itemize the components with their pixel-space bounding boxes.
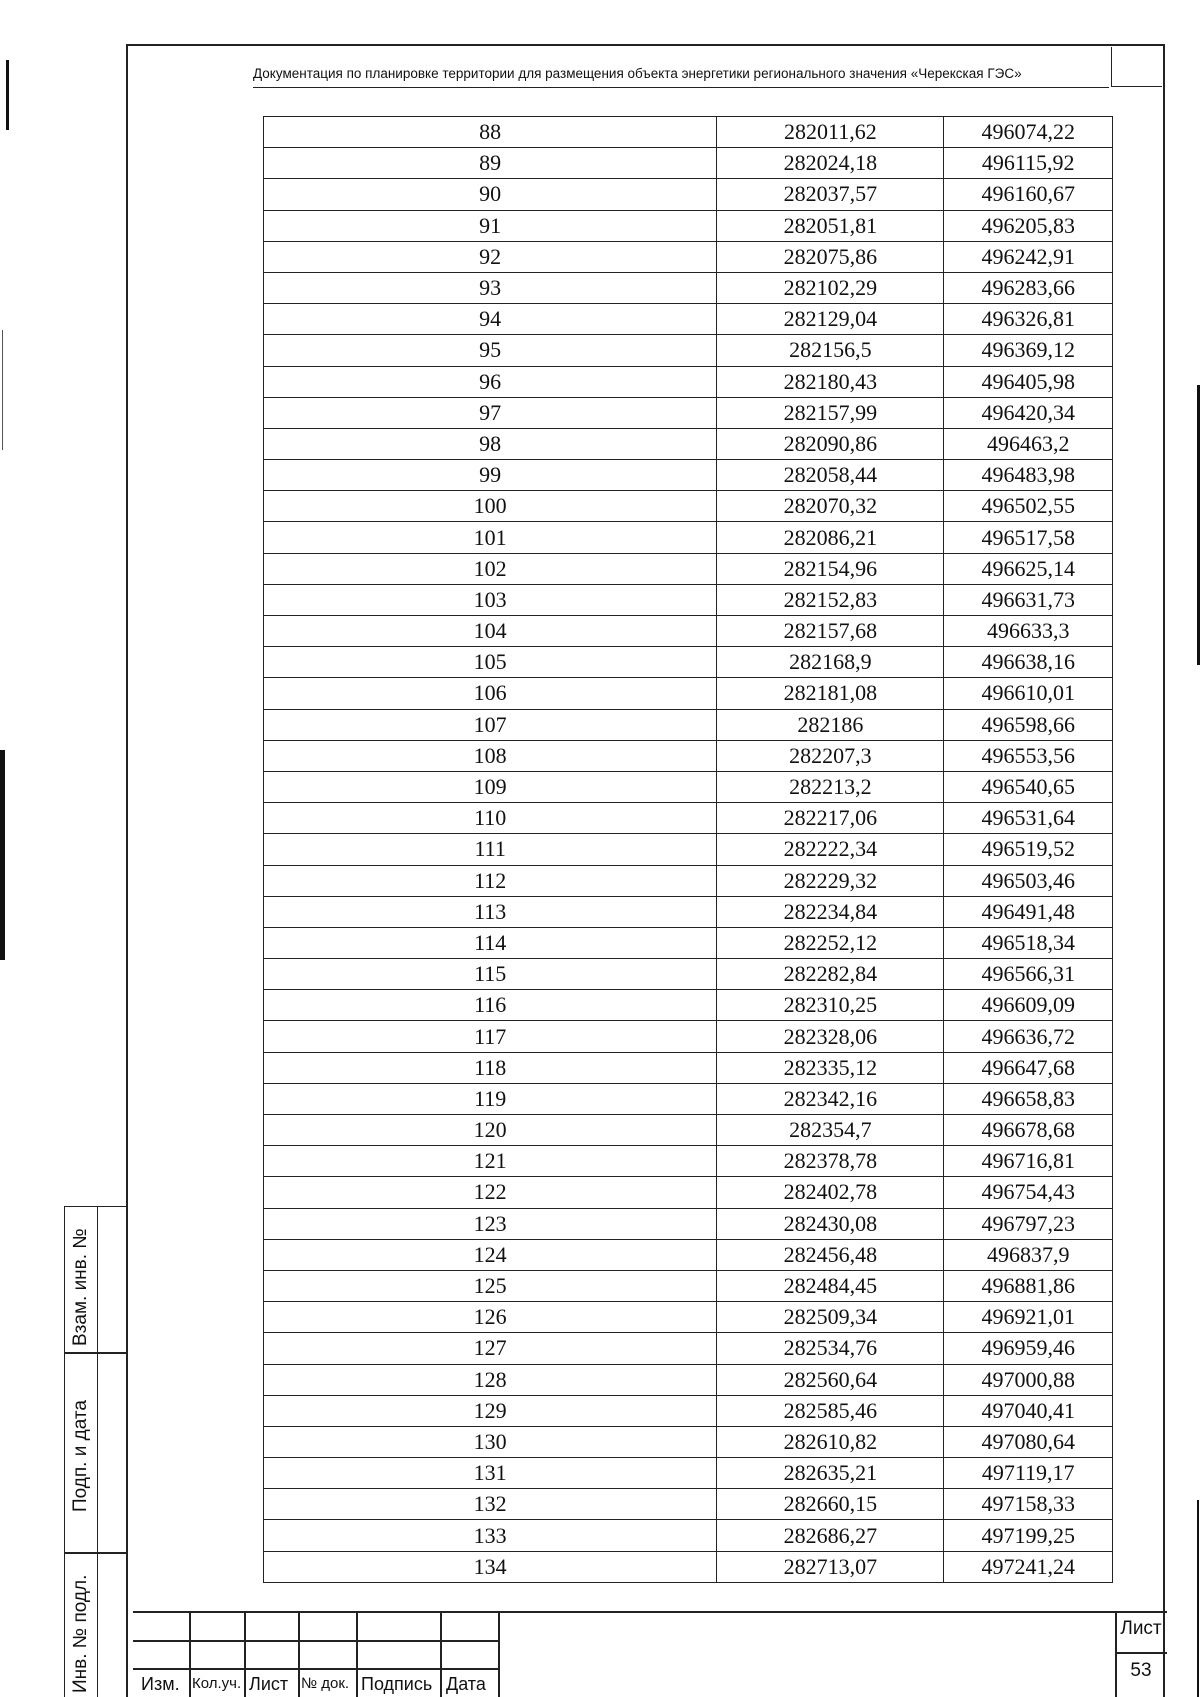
coordinates-table-body (264, 117, 1113, 1583)
x-coordinate-cell: 282560,64 (717, 1364, 944, 1395)
stamp-no-dok: № док. (301, 1675, 350, 1692)
x-coordinate-cell: 282686,27 (717, 1520, 944, 1551)
table-row (264, 1208, 1113, 1239)
y-coordinate-cell: 496716,81 (944, 1146, 1113, 1177)
y-coordinate-cell: 496074,22 (944, 117, 1113, 148)
table-row (264, 460, 1113, 491)
table-row (264, 1146, 1113, 1177)
table-row (264, 179, 1113, 210)
table-row (264, 584, 1113, 615)
table-row (264, 210, 1113, 241)
x-coordinate-cell: 282635,21 (717, 1458, 944, 1489)
y-coordinate-cell: 496638,16 (944, 647, 1113, 678)
y-coordinate-cell: 496837,9 (944, 1239, 1113, 1270)
point-number-cell: 105 (264, 647, 717, 678)
x-coordinate-cell: 282354,7 (717, 1115, 944, 1146)
y-coordinate-cell: 496242,91 (944, 241, 1113, 272)
table-row (264, 709, 1113, 740)
y-coordinate-cell: 496519,52 (944, 834, 1113, 865)
table-row (264, 366, 1113, 397)
point-number-cell: 122 (264, 1177, 717, 1208)
stamp-izm: Изм. (141, 1674, 180, 1694)
point-number-cell: 127 (264, 1333, 717, 1364)
y-coordinate-cell: 497080,64 (944, 1426, 1113, 1457)
point-number-cell: 89 (264, 148, 717, 179)
table-row (264, 1551, 1113, 1582)
table-row (264, 678, 1113, 709)
table-row (264, 1052, 1113, 1083)
table-row (264, 740, 1113, 771)
x-coordinate-cell: 282090,86 (717, 428, 944, 459)
table-row (264, 896, 1113, 927)
table-row (264, 1115, 1113, 1146)
y-coordinate-cell: 496518,34 (944, 927, 1113, 958)
x-coordinate-cell: 282222,34 (717, 834, 944, 865)
point-number-cell: 92 (264, 241, 717, 272)
y-coordinate-cell: 497040,41 (944, 1395, 1113, 1426)
x-coordinate-cell: 282051,81 (717, 210, 944, 241)
point-number-cell: 97 (264, 397, 717, 428)
point-number-cell: 101 (264, 522, 717, 553)
y-coordinate-cell: 496369,12 (944, 335, 1113, 366)
table-row (264, 927, 1113, 958)
podp-data-label: Подп. и дата (70, 1400, 91, 1512)
y-coordinate-cell: 496636,72 (944, 1021, 1113, 1052)
y-coordinate-cell: 496598,66 (944, 709, 1113, 740)
y-coordinate-cell: 496881,86 (944, 1270, 1113, 1301)
x-coordinate-cell: 282610,82 (717, 1426, 944, 1457)
stamp-col-line (356, 1611, 358, 1697)
table-row (264, 834, 1113, 865)
header-corner-box (1111, 47, 1162, 87)
x-coordinate-cell: 282430,08 (717, 1208, 944, 1239)
x-coordinate-cell: 282213,2 (717, 771, 944, 802)
y-coordinate-cell: 496483,98 (944, 460, 1113, 491)
table-row (264, 1458, 1113, 1489)
stamp-col-line (189, 1611, 191, 1697)
point-number-cell: 129 (264, 1395, 717, 1426)
y-coordinate-cell: 496553,56 (944, 740, 1113, 771)
header-underline (253, 87, 1109, 88)
table-row (264, 148, 1113, 179)
point-number-cell: 133 (264, 1520, 717, 1551)
x-coordinate-cell: 282086,21 (717, 522, 944, 553)
x-coordinate-cell: 282534,76 (717, 1333, 944, 1364)
x-coordinate-cell: 282037,57 (717, 179, 944, 210)
y-coordinate-cell: 496502,55 (944, 491, 1113, 522)
x-coordinate-cell: 282342,16 (717, 1083, 944, 1114)
stamp-col-line (498, 1611, 500, 1697)
table-row (264, 1426, 1113, 1457)
y-coordinate-cell: 496631,73 (944, 584, 1113, 615)
table-row (264, 428, 1113, 459)
x-coordinate-cell: 282157,68 (717, 616, 944, 647)
y-coordinate-cell: 497158,33 (944, 1489, 1113, 1520)
y-coordinate-cell: 496658,83 (944, 1083, 1113, 1114)
x-coordinate-cell: 282207,3 (717, 740, 944, 771)
stamp-col-line (244, 1611, 246, 1697)
point-number-cell: 115 (264, 959, 717, 990)
table-row (264, 241, 1113, 272)
point-number-cell: 123 (264, 1208, 717, 1239)
x-coordinate-cell: 282484,45 (717, 1270, 944, 1301)
y-coordinate-cell: 496566,31 (944, 959, 1113, 990)
x-coordinate-cell: 282585,46 (717, 1395, 944, 1426)
x-coordinate-cell: 282156,5 (717, 335, 944, 366)
x-coordinate-cell: 282186 (717, 709, 944, 740)
table-row (264, 1083, 1113, 1114)
y-coordinate-cell: 496115,92 (944, 148, 1113, 179)
y-coordinate-cell: 496610,01 (944, 678, 1113, 709)
point-number-cell: 119 (264, 1083, 717, 1114)
point-number-cell: 96 (264, 366, 717, 397)
x-coordinate-cell: 282129,04 (717, 304, 944, 335)
stamp-col-line (440, 1611, 442, 1697)
point-number-cell: 110 (264, 803, 717, 834)
table-row (264, 1302, 1113, 1333)
x-coordinate-cell: 282378,78 (717, 1146, 944, 1177)
point-number-cell: 121 (264, 1146, 717, 1177)
table-row (264, 803, 1113, 834)
table-row (264, 1333, 1113, 1364)
x-coordinate-cell: 282011,62 (717, 117, 944, 148)
x-coordinate-cell: 282168,9 (717, 647, 944, 678)
stamp-col-line (298, 1611, 300, 1697)
table-row (264, 647, 1113, 678)
y-coordinate-cell: 496160,67 (944, 179, 1113, 210)
table-row (264, 959, 1113, 990)
x-coordinate-cell: 282157,99 (717, 397, 944, 428)
x-coordinate-cell: 282075,86 (717, 241, 944, 272)
point-number-cell: 118 (264, 1052, 717, 1083)
x-coordinate-cell: 282181,08 (717, 678, 944, 709)
y-coordinate-cell: 497241,24 (944, 1551, 1113, 1582)
table-row (264, 616, 1113, 647)
table-row (264, 1489, 1113, 1520)
point-number-cell: 113 (264, 896, 717, 927)
x-coordinate-cell: 282217,06 (717, 803, 944, 834)
table-row (264, 771, 1113, 802)
table-row (264, 1364, 1113, 1395)
y-coordinate-cell: 496633,3 (944, 616, 1113, 647)
point-number-cell: 102 (264, 553, 717, 584)
point-number-cell: 95 (264, 335, 717, 366)
y-coordinate-cell: 496754,43 (944, 1177, 1113, 1208)
point-number-cell: 103 (264, 584, 717, 615)
y-coordinate-cell: 496420,34 (944, 397, 1113, 428)
table-row (264, 1021, 1113, 1052)
vzam-inv-label: Взам. инв. № (70, 1228, 91, 1346)
y-coordinate-cell: 496491,48 (944, 896, 1113, 927)
point-number-cell: 120 (264, 1115, 717, 1146)
point-number-cell: 125 (264, 1270, 717, 1301)
y-coordinate-cell: 496678,68 (944, 1115, 1113, 1146)
coordinates-table (263, 116, 1113, 1583)
x-coordinate-cell: 282058,44 (717, 460, 944, 491)
table-row (264, 1395, 1113, 1426)
y-coordinate-cell: 496405,98 (944, 366, 1113, 397)
table-row (264, 304, 1113, 335)
x-coordinate-cell: 282402,78 (717, 1177, 944, 1208)
y-coordinate-cell: 496463,2 (944, 428, 1113, 459)
point-number-cell: 100 (264, 491, 717, 522)
table-row (264, 1239, 1113, 1270)
x-coordinate-cell: 282328,06 (717, 1021, 944, 1052)
point-number-cell: 98 (264, 428, 717, 459)
point-number-cell: 107 (264, 709, 717, 740)
table-row (264, 117, 1113, 148)
point-number-cell: 126 (264, 1302, 717, 1333)
scan-mark (6, 60, 9, 130)
side-stamp-separator (64, 1552, 128, 1554)
y-coordinate-cell: 496625,14 (944, 553, 1113, 584)
side-stamp-separator (64, 1352, 128, 1354)
y-coordinate-cell: 496283,66 (944, 272, 1113, 303)
x-coordinate-cell: 282335,12 (717, 1052, 944, 1083)
y-coordinate-cell: 497119,17 (944, 1458, 1113, 1489)
x-coordinate-cell: 282456,48 (717, 1239, 944, 1270)
point-number-cell: 111 (264, 834, 717, 865)
scan-mark (0, 750, 5, 960)
y-coordinate-cell: 496647,68 (944, 1052, 1113, 1083)
stamp-data: Дата (446, 1674, 486, 1694)
x-coordinate-cell: 282154,96 (717, 553, 944, 584)
table-row (264, 553, 1113, 584)
x-coordinate-cell: 282713,07 (717, 1551, 944, 1582)
x-coordinate-cell: 282509,34 (717, 1302, 944, 1333)
point-number-cell: 134 (264, 1551, 717, 1582)
point-number-cell: 131 (264, 1458, 717, 1489)
table-row (264, 1177, 1113, 1208)
y-coordinate-cell: 496959,46 (944, 1333, 1113, 1364)
y-coordinate-cell: 497000,88 (944, 1364, 1113, 1395)
y-coordinate-cell: 496531,64 (944, 803, 1113, 834)
point-number-cell: 99 (264, 460, 717, 491)
table-row (264, 1270, 1113, 1301)
inv-podl-label: Инв. № подл. (70, 1574, 91, 1693)
stamp-kol-uch: Кол.уч. (192, 1675, 242, 1692)
table-row (264, 491, 1113, 522)
point-number-cell: 88 (264, 117, 717, 148)
y-coordinate-cell: 496326,81 (944, 304, 1113, 335)
point-number-cell: 132 (264, 1489, 717, 1520)
x-coordinate-cell: 282152,83 (717, 584, 944, 615)
point-number-cell: 104 (264, 616, 717, 647)
stamp-row-line (1115, 1652, 1167, 1654)
document-title: Документация по планировке территории для размещения объекта энергетики регионального значения «Черекская ГЭС» (253, 66, 1022, 81)
table-row (264, 522, 1113, 553)
x-coordinate-cell: 282310,25 (717, 990, 944, 1021)
y-coordinate-cell: 496921,01 (944, 1302, 1113, 1333)
point-number-cell: 116 (264, 990, 717, 1021)
y-coordinate-cell: 496540,65 (944, 771, 1113, 802)
y-coordinate-cell: 497199,25 (944, 1520, 1113, 1551)
point-number-cell: 90 (264, 179, 717, 210)
point-number-cell: 128 (264, 1364, 717, 1395)
x-coordinate-cell: 282229,32 (717, 865, 944, 896)
scan-mark (2, 330, 3, 450)
point-number-cell: 91 (264, 210, 717, 241)
y-coordinate-cell: 496609,09 (944, 990, 1113, 1021)
y-coordinate-cell: 496797,23 (944, 1208, 1113, 1239)
point-number-cell: 106 (264, 678, 717, 709)
point-number-cell: 124 (264, 1239, 717, 1270)
table-row (264, 1520, 1113, 1551)
x-coordinate-cell: 282252,12 (717, 927, 944, 958)
point-number-cell: 117 (264, 1021, 717, 1052)
table-row (264, 335, 1113, 366)
stamp-podpis: Подпись (361, 1674, 433, 1694)
stamp-list: Лист (249, 1674, 289, 1694)
table-row (264, 990, 1113, 1021)
x-coordinate-cell: 282234,84 (717, 896, 944, 927)
table-row (264, 865, 1113, 896)
x-coordinate-cell: 282180,43 (717, 366, 944, 397)
x-coordinate-cell: 282282,84 (717, 959, 944, 990)
x-coordinate-cell: 282070,32 (717, 491, 944, 522)
table-row (264, 397, 1113, 428)
point-number-cell: 93 (264, 272, 717, 303)
y-coordinate-cell: 496503,46 (944, 865, 1113, 896)
point-number-cell: 112 (264, 865, 717, 896)
point-number-cell: 109 (264, 771, 717, 802)
x-coordinate-cell: 282102,29 (717, 272, 944, 303)
sheet-label: Лист (1120, 1618, 1162, 1639)
point-number-cell: 114 (264, 927, 717, 958)
sheet-number: 53 (1130, 1660, 1152, 1681)
x-coordinate-cell: 282024,18 (717, 148, 944, 179)
y-coordinate-cell: 496517,58 (944, 522, 1113, 553)
point-number-cell: 108 (264, 740, 717, 771)
y-coordinate-cell: 496205,83 (944, 210, 1113, 241)
point-number-cell: 94 (264, 304, 717, 335)
point-number-cell: 130 (264, 1426, 717, 1457)
scan-mark (1197, 1500, 1199, 1697)
x-coordinate-cell: 282660,15 (717, 1489, 944, 1520)
table-row (264, 272, 1113, 303)
